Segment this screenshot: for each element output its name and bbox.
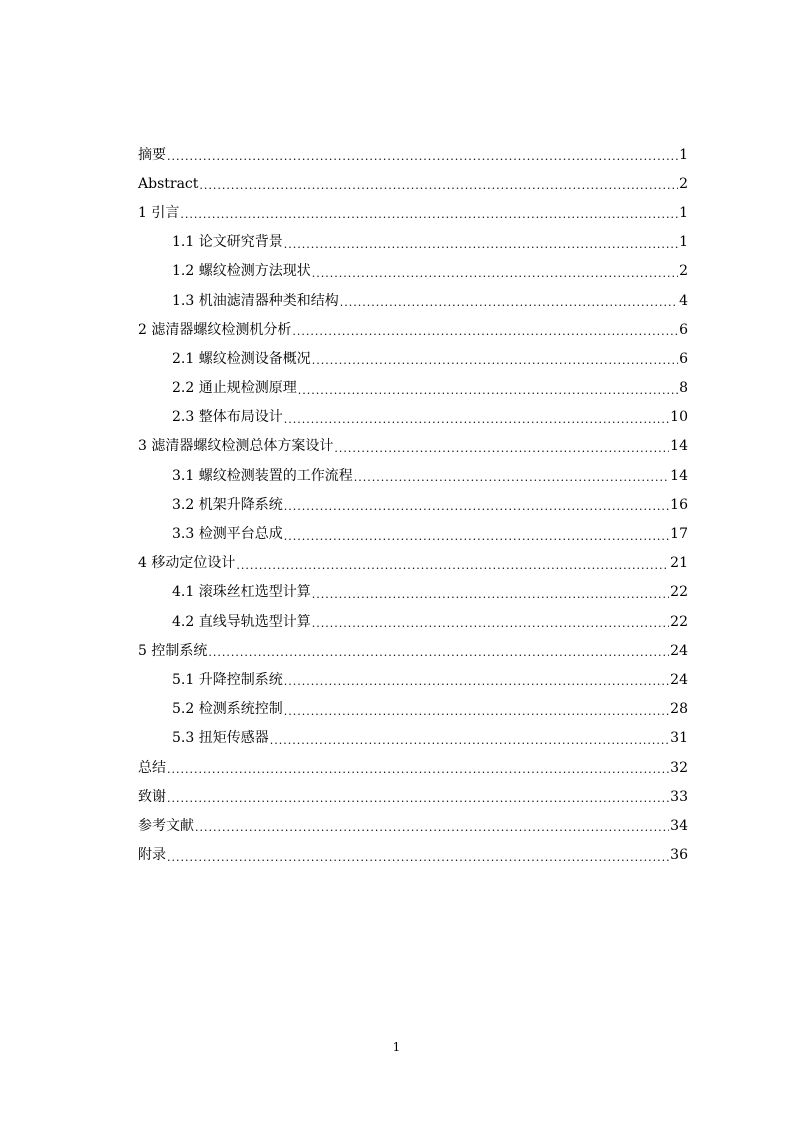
toc-entry-page: 16 — [670, 496, 688, 513]
toc-entry-page: 31 — [670, 730, 688, 747]
toc-entry-page: 2 — [679, 263, 688, 280]
toc-dot-leader — [199, 180, 678, 191]
toc-entry[interactable] — [138, 257, 688, 286]
toc-entry-label: 3.3 检测平台总成 — [172, 526, 283, 543]
toc-entry-page: 34 — [670, 817, 688, 834]
toc-entry-page: 22 — [670, 584, 688, 601]
toc-entry-label: 致谢 — [138, 788, 166, 805]
toc-entry-page: 10 — [670, 409, 688, 426]
toc-entry-page: 6 — [679, 350, 688, 367]
toc-dot-leader — [180, 209, 678, 220]
toc-entry-label: 总结 — [138, 759, 166, 776]
toc-entry[interactable] — [138, 811, 688, 840]
toc-entry-page: 2 — [679, 175, 688, 192]
toc-entry[interactable] — [138, 841, 688, 870]
toc-dot-leader — [284, 501, 669, 512]
toc-entry[interactable] — [138, 753, 688, 782]
toc-entry-page: 8 — [679, 380, 688, 397]
toc-entry-label: 4.2 直线导轨选型计算 — [172, 613, 311, 630]
toc-dot-leader — [270, 735, 669, 746]
toc-dot-leader — [167, 764, 669, 775]
toc-entry-label: 参考文献 — [138, 817, 194, 834]
toc-entry-label: 4.1 滚珠丝杠选型计算 — [172, 584, 311, 601]
toc-entry-page: 22 — [670, 613, 688, 630]
toc-entry-page: 1 — [679, 204, 688, 221]
toc-dot-leader — [167, 793, 669, 804]
toc-dot-leader — [334, 443, 669, 454]
toc-entry-page: 36 — [670, 847, 688, 864]
toc-entry-label: 3.1 螺纹检测装置的工作流程 — [172, 467, 353, 484]
toc-entry[interactable] — [138, 636, 688, 665]
page-number: 1 — [392, 1040, 401, 1054]
toc-dot-leader — [340, 297, 678, 308]
toc-entry-page: 14 — [670, 438, 688, 455]
toc-entry[interactable] — [138, 519, 688, 548]
toc-entry[interactable] — [138, 578, 688, 607]
toc-dot-leader — [284, 531, 669, 542]
toc-entry-page: 4 — [679, 292, 688, 309]
toc-dot-leader — [284, 239, 678, 250]
toc-entry-label: 1.1 论文研究背景 — [172, 234, 283, 251]
toc-entry-label: 5.3 扭矩传感器 — [172, 730, 269, 747]
toc-dot-leader — [167, 151, 678, 162]
toc-entry-label: 附录 — [138, 847, 166, 864]
toc-entry[interactable] — [138, 490, 688, 519]
toc-dot-leader — [195, 822, 669, 833]
toc-entry-label: 2.3 整体布局设计 — [172, 409, 283, 426]
toc-dot-leader — [354, 472, 669, 483]
toc-dot-leader — [312, 355, 678, 366]
toc-dot-leader — [312, 618, 669, 629]
toc-entry-label: 5.1 升降控制系统 — [172, 671, 283, 688]
table-of-contents — [138, 140, 688, 870]
toc-entry-page: 21 — [670, 555, 688, 572]
toc-entry-label: 2.2 通止规检测原理 — [172, 380, 297, 397]
toc-entry[interactable] — [138, 607, 688, 636]
toc-entry[interactable] — [138, 198, 688, 227]
toc-entry-label: Abstract — [138, 175, 199, 192]
toc-entry-page: 1 — [679, 146, 688, 163]
toc-entry[interactable] — [138, 724, 688, 753]
toc-dot-leader — [208, 647, 669, 658]
toc-entry-label: 1.2 螺纹检测方法现状 — [172, 263, 311, 280]
toc-entry-label: 2.1 螺纹检测设备概况 — [172, 350, 311, 367]
toc-entry-page: 33 — [670, 788, 688, 805]
toc-entry-page: 14 — [670, 467, 688, 484]
toc-entry-page: 1 — [679, 234, 688, 251]
toc-entry[interactable] — [138, 140, 688, 169]
toc-entry-page: 28 — [670, 701, 688, 718]
toc-dot-leader — [312, 268, 678, 279]
toc-entry-label: 5.2 检测系统控制 — [172, 701, 283, 718]
toc-entry[interactable] — [138, 374, 688, 403]
toc-entry[interactable] — [138, 344, 688, 373]
toc-entry[interactable] — [138, 315, 688, 344]
toc-entry-page: 17 — [670, 526, 688, 543]
toc-entry[interactable] — [138, 403, 688, 432]
toc-entry[interactable] — [138, 695, 688, 724]
toc-dot-leader — [292, 326, 678, 337]
toc-dot-leader — [284, 706, 669, 717]
toc-dot-leader — [167, 852, 669, 863]
toc-entry[interactable] — [138, 286, 688, 315]
toc-entry-page: 24 — [670, 642, 688, 659]
toc-entry[interactable] — [138, 228, 688, 257]
toc-entry[interactable] — [138, 461, 688, 490]
toc-dot-leader — [236, 560, 669, 571]
toc-entry-label: 1 引言 — [138, 204, 180, 221]
toc-entry[interactable] — [138, 665, 688, 694]
toc-dot-leader — [284, 676, 669, 687]
toc-entry[interactable] — [138, 782, 688, 811]
toc-dot-leader — [298, 385, 678, 396]
toc-dot-leader — [284, 414, 669, 425]
toc-entry-page: 6 — [679, 321, 688, 338]
toc-entry[interactable] — [138, 549, 688, 578]
toc-entry-page: 24 — [670, 671, 688, 688]
toc-entry-label: 2 滤清器螺纹检测机分析 — [138, 321, 292, 338]
toc-entry-label: 3 滤清器螺纹检测总体方案设计 — [138, 438, 334, 455]
toc-entry-label: 1.3 机油滤清器种类和结构 — [172, 292, 339, 309]
toc-entry-label: 3.2 机架升降系统 — [172, 496, 283, 513]
toc-entry-label: 5 控制系统 — [138, 642, 208, 659]
toc-dot-leader — [312, 589, 669, 600]
toc-entry-page: 32 — [670, 759, 688, 776]
toc-entry[interactable] — [138, 432, 688, 461]
toc-entry-label: 4 移动定位设计 — [138, 555, 236, 572]
toc-entry-label: 摘要 — [138, 146, 166, 163]
toc-entry[interactable] — [138, 169, 688, 198]
